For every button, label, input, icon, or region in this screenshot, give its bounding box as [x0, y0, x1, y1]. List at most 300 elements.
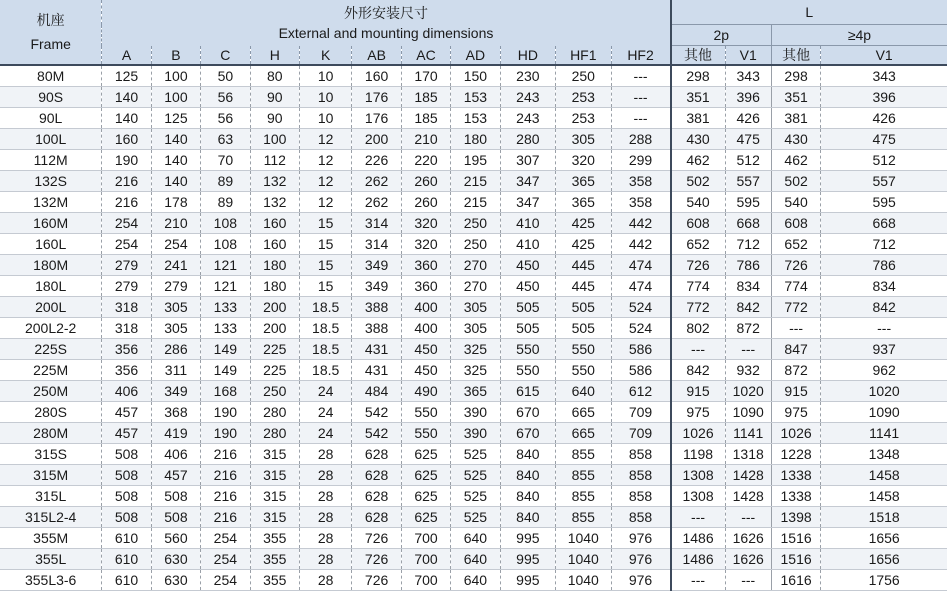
table-cell: 253	[556, 108, 611, 129]
table-cell: 502	[671, 171, 725, 192]
table-cell: 840	[500, 465, 555, 486]
table-cell: 15	[299, 255, 351, 276]
table-cell: 28	[299, 528, 351, 549]
table-cell: 347	[500, 171, 555, 192]
frame-cell: 80M	[0, 65, 102, 87]
table-cell: 586	[611, 339, 671, 360]
table-cell: 1198	[671, 444, 725, 465]
table-cell: 12	[299, 192, 351, 213]
table-cell: 349	[151, 381, 200, 402]
table-cell: 279	[102, 276, 151, 297]
table-cell: 250	[451, 213, 500, 234]
table-cell: 858	[611, 444, 671, 465]
table-cell: 670	[500, 402, 555, 423]
table-cell: 63	[201, 129, 250, 150]
table-row	[0, 423, 947, 444]
table-cell: 298	[671, 65, 725, 87]
table-row	[0, 507, 947, 528]
table-cell: 195	[451, 150, 500, 171]
table-cell: 1486	[671, 528, 725, 549]
table-cell: 100	[151, 65, 200, 87]
table-cell: 12	[299, 150, 351, 171]
table-cell: 365	[556, 171, 611, 192]
table-cell: 709	[611, 402, 671, 423]
table-cell: 640	[451, 528, 500, 549]
table-cell: 90	[250, 87, 299, 108]
table-cell: 314	[352, 234, 401, 255]
table-cell: 24	[299, 381, 351, 402]
table-cell: 431	[352, 360, 401, 381]
table-cell: 260	[401, 192, 450, 213]
table-cell: 286	[151, 339, 200, 360]
table-cell: 89	[201, 171, 250, 192]
table-row	[0, 381, 947, 402]
table-cell: ---	[611, 108, 671, 129]
frame-cell: 315S	[0, 444, 102, 465]
table-cell: 976	[611, 570, 671, 591]
table-cell: ---	[671, 339, 725, 360]
table-cell: 160	[102, 129, 151, 150]
table-cell: 1228	[771, 444, 820, 465]
table-cell: 1656	[821, 549, 947, 570]
table-cell: 140	[102, 87, 151, 108]
table-row	[0, 465, 947, 486]
table-cell: 1141	[725, 423, 771, 444]
table-cell: 10	[299, 87, 351, 108]
table-cell: 358	[611, 192, 671, 213]
table-cell: 490	[401, 381, 450, 402]
table-cell: 1616	[771, 570, 820, 591]
table-cell: 962	[821, 360, 947, 381]
table-cell: 396	[821, 87, 947, 108]
table-cell: 356	[102, 339, 151, 360]
table-cell: 640	[451, 549, 500, 570]
frame-header-en: Frame	[30, 36, 71, 52]
table-cell: 726	[352, 528, 401, 549]
table-cell: 254	[102, 234, 151, 255]
table-cell: 450	[401, 360, 450, 381]
table-cell: 305	[151, 297, 200, 318]
table-cell: 343	[821, 65, 947, 87]
table-cell: 160	[250, 234, 299, 255]
table-cell: 842	[821, 297, 947, 318]
frame-cell: 100L	[0, 129, 102, 150]
table-cell: 18.5	[299, 339, 351, 360]
table-cell: 288	[611, 129, 671, 150]
table-cell: 28	[299, 465, 351, 486]
table-cell: 216	[102, 171, 151, 192]
table-cell: 133	[201, 318, 250, 339]
frame-cell: 180L	[0, 276, 102, 297]
col-header-ab: AB	[352, 46, 401, 66]
table-row	[0, 192, 947, 213]
table-cell: 360	[401, 255, 450, 276]
table-cell: 24	[299, 423, 351, 444]
table-cell: 668	[725, 213, 771, 234]
table-row	[0, 255, 947, 276]
table-cell: 121	[201, 276, 250, 297]
table-cell: 610	[102, 528, 151, 549]
table-cell: 299	[611, 150, 671, 171]
table-cell: 210	[401, 129, 450, 150]
table-cell: 842	[725, 297, 771, 318]
external-dimensions-en: External and mounting dimensions	[278, 24, 494, 41]
table-cell: 610	[102, 549, 151, 570]
frame-cell: 90S	[0, 87, 102, 108]
table-cell: 628	[352, 486, 401, 507]
table-row	[0, 129, 947, 150]
frame-cell: 225S	[0, 339, 102, 360]
table-cell: 508	[102, 486, 151, 507]
table-cell: 975	[771, 402, 820, 423]
table-cell: 430	[671, 129, 725, 150]
table-row	[0, 402, 947, 423]
table-cell: 355	[250, 570, 299, 591]
table-cell: 254	[151, 234, 200, 255]
table-cell: 305	[451, 318, 500, 339]
table-cell: 1338	[771, 465, 820, 486]
table-cell: 260	[401, 171, 450, 192]
table-cell: 445	[556, 255, 611, 276]
col-header-b: B	[151, 46, 200, 66]
col-header-hd: HD	[500, 46, 555, 66]
table-cell: 351	[771, 87, 820, 108]
table-cell: 168	[201, 381, 250, 402]
table-cell: 508	[151, 486, 200, 507]
table-cell: 1518	[821, 507, 947, 528]
table-cell: 280	[500, 129, 555, 150]
table-cell: 305	[151, 318, 200, 339]
col-header-ac: AC	[401, 46, 450, 66]
table-cell: 100	[151, 87, 200, 108]
table-cell: 307	[500, 150, 555, 171]
table-cell: 1338	[771, 486, 820, 507]
table-cell: 1141	[821, 423, 947, 444]
table-cell: 325	[451, 360, 500, 381]
table-cell: 612	[611, 381, 671, 402]
table-cell: 270	[451, 255, 500, 276]
table-cell: 457	[102, 402, 151, 423]
table-body	[0, 65, 947, 591]
table-cell: 185	[401, 108, 450, 129]
table-row	[0, 87, 947, 108]
frame-cell: 355L	[0, 549, 102, 570]
table-cell: 1486	[671, 549, 725, 570]
table-cell: 311	[151, 360, 200, 381]
table-cell: ---	[611, 65, 671, 87]
table-cell: 279	[151, 276, 200, 297]
table-cell: 89	[201, 192, 250, 213]
table-cell: 215	[451, 171, 500, 192]
table-cell: 524	[611, 318, 671, 339]
pole-4p-header: ≥4p	[771, 25, 947, 46]
table-cell: 149	[201, 339, 250, 360]
table-cell: 450	[500, 276, 555, 297]
table-cell: 462	[671, 150, 725, 171]
table-cell: 774	[671, 276, 725, 297]
col-header-2p-v1: V1	[725, 46, 771, 66]
table-cell: 365	[451, 381, 500, 402]
table-cell: 149	[201, 360, 250, 381]
table-cell: 615	[500, 381, 555, 402]
frame-cell: 132M	[0, 192, 102, 213]
table-cell: 388	[352, 297, 401, 318]
table-cell: 505	[500, 318, 555, 339]
table-cell: 457	[102, 423, 151, 444]
table-cell: 351	[671, 87, 725, 108]
table-cell: 18.5	[299, 297, 351, 318]
table-cell: 525	[451, 507, 500, 528]
table-cell: 840	[500, 507, 555, 528]
table-cell: 253	[556, 87, 611, 108]
table-cell: 176	[352, 87, 401, 108]
table-cell: 381	[671, 108, 725, 129]
table-cell: 220	[401, 150, 450, 171]
table-cell: 450	[500, 255, 555, 276]
table-cell: 430	[771, 129, 820, 150]
table-cell: 365	[556, 192, 611, 213]
frame-cell: 225M	[0, 360, 102, 381]
table-row	[0, 276, 947, 297]
table-cell: 858	[611, 486, 671, 507]
table-cell: 560	[151, 528, 200, 549]
table-cell: 140	[151, 150, 200, 171]
table-cell: 975	[671, 402, 725, 423]
table-cell: 505	[556, 318, 611, 339]
table-cell: 484	[352, 381, 401, 402]
table-cell: 125	[102, 65, 151, 87]
col-header-h: H	[250, 46, 299, 66]
table-cell: 180	[250, 276, 299, 297]
table-cell: 216	[102, 192, 151, 213]
table-cell: 700	[401, 528, 450, 549]
table-cell: 540	[671, 192, 725, 213]
table-cell: 1026	[671, 423, 725, 444]
table-row	[0, 234, 947, 255]
frame-cell: 315M	[0, 465, 102, 486]
table-cell: 525	[451, 486, 500, 507]
table-cell: 262	[352, 192, 401, 213]
table-cell: 190	[201, 423, 250, 444]
table-cell: 610	[102, 570, 151, 591]
table-cell: 349	[352, 276, 401, 297]
table-cell: 1458	[821, 465, 947, 486]
table-cell: 450	[401, 339, 450, 360]
table-cell: 462	[771, 150, 820, 171]
table-cell: 133	[201, 297, 250, 318]
table-cell: 726	[671, 255, 725, 276]
table-cell: 318	[102, 297, 151, 318]
table-cell: 425	[556, 234, 611, 255]
table-cell: 872	[725, 318, 771, 339]
table-cell: 1348	[821, 444, 947, 465]
table-cell: 1318	[725, 444, 771, 465]
table-row	[0, 339, 947, 360]
table-cell: 108	[201, 234, 250, 255]
table-cell: 132	[250, 171, 299, 192]
table-cell: 190	[201, 402, 250, 423]
table-cell: 1516	[771, 528, 820, 549]
table-cell: 524	[611, 297, 671, 318]
table-cell: 343	[725, 65, 771, 87]
table-cell: 937	[821, 339, 947, 360]
table-cell: 709	[611, 423, 671, 444]
table-cell: 431	[352, 339, 401, 360]
table-cell: 442	[611, 213, 671, 234]
table-cell: 502	[771, 171, 820, 192]
frame-cell: 160M	[0, 213, 102, 234]
external-dimensions-cn: 外形安装尺寸	[343, 4, 428, 21]
table-cell: 1026	[771, 423, 820, 444]
table-cell: 1656	[821, 528, 947, 549]
length-header: L	[671, 0, 947, 25]
table-cell: 840	[500, 444, 555, 465]
table-cell: 1020	[725, 381, 771, 402]
table-cell: 176	[352, 108, 401, 129]
table-cell: 356	[102, 360, 151, 381]
table-cell: 254	[201, 528, 250, 549]
table-cell: 625	[401, 486, 450, 507]
table-cell: 557	[725, 171, 771, 192]
table-cell: ---	[725, 339, 771, 360]
table-cell: 140	[151, 171, 200, 192]
table-row	[0, 360, 947, 381]
col-header-4p-other: 其他	[771, 46, 820, 66]
table-cell: 1308	[671, 465, 725, 486]
frame-cell: 180M	[0, 255, 102, 276]
table-cell: 840	[500, 486, 555, 507]
table-cell: 390	[451, 423, 500, 444]
table-cell: 15	[299, 213, 351, 234]
table-cell: 630	[151, 549, 200, 570]
table-cell: 28	[299, 549, 351, 570]
table-cell: 254	[201, 570, 250, 591]
table-cell: 855	[556, 444, 611, 465]
table-cell: 225	[250, 360, 299, 381]
table-cell: 915	[771, 381, 820, 402]
table-cell: 550	[556, 360, 611, 381]
table-cell: 855	[556, 465, 611, 486]
table-cell: 542	[352, 423, 401, 444]
pole-2p-header: 2p	[671, 25, 772, 46]
table-cell: 625	[401, 444, 450, 465]
col-header-hf2: HF2	[611, 46, 671, 66]
table-cell: 112	[250, 150, 299, 171]
table-cell: 390	[451, 402, 500, 423]
table-cell: 834	[725, 276, 771, 297]
table-cell: 170	[401, 65, 450, 87]
table-cell: 50	[201, 65, 250, 87]
table-cell: 855	[556, 507, 611, 528]
table-cell: 995	[500, 528, 555, 549]
table-cell: 358	[611, 171, 671, 192]
table-cell: 712	[725, 234, 771, 255]
table-cell: 475	[725, 129, 771, 150]
table-cell: 320	[401, 213, 450, 234]
table-cell: 185	[401, 87, 450, 108]
table-cell: 100	[250, 129, 299, 150]
col-header-ad: AD	[451, 46, 500, 66]
frame-cell: 112M	[0, 150, 102, 171]
table-cell: 550	[500, 360, 555, 381]
table-row	[0, 213, 947, 234]
table-cell: 508	[102, 465, 151, 486]
table-cell: ---	[671, 570, 725, 591]
table-row	[0, 549, 947, 570]
table-cell: 216	[201, 486, 250, 507]
table-cell: 665	[556, 402, 611, 423]
table-cell: 1090	[725, 402, 771, 423]
table-cell: 772	[771, 297, 820, 318]
table-cell: 726	[771, 255, 820, 276]
table-cell: 230	[500, 65, 555, 87]
table-row	[0, 171, 947, 192]
table-cell: 457	[151, 465, 200, 486]
table-cell: 508	[151, 507, 200, 528]
table-cell: 325	[451, 339, 500, 360]
table-cell: 280	[250, 423, 299, 444]
table-cell: 1040	[556, 570, 611, 591]
table-cell: 1458	[821, 486, 947, 507]
table-cell: 625	[401, 507, 450, 528]
table-cell: 474	[611, 276, 671, 297]
table-row	[0, 486, 947, 507]
table-cell: 550	[500, 339, 555, 360]
col-header-c: C	[201, 46, 250, 66]
table-cell: 525	[451, 444, 500, 465]
table-cell: 426	[821, 108, 947, 129]
table-cell: 700	[401, 549, 450, 570]
table-cell: 872	[771, 360, 820, 381]
table-cell: 140	[151, 129, 200, 150]
table-cell: 150	[451, 65, 500, 87]
table-cell: 355	[250, 549, 299, 570]
table-cell: 410	[500, 213, 555, 234]
table-cell: 1308	[671, 486, 725, 507]
table-cell: 243	[500, 108, 555, 129]
table-cell: 298	[771, 65, 820, 87]
table-cell: 426	[725, 108, 771, 129]
table-cell: 125	[151, 108, 200, 129]
table-cell: ---	[821, 318, 947, 339]
col-header-4p-v1: V1	[821, 46, 947, 66]
table-cell: 976	[611, 528, 671, 549]
table-cell: 270	[451, 276, 500, 297]
table-cell: 70	[201, 150, 250, 171]
table-cell: 153	[451, 108, 500, 129]
table-cell: ---	[671, 507, 725, 528]
table-cell: 628	[352, 507, 401, 528]
table-cell: 368	[151, 402, 200, 423]
table-cell: 241	[151, 255, 200, 276]
table-cell: 1428	[725, 465, 771, 486]
col-header-k: K	[299, 46, 351, 66]
table-cell: 915	[671, 381, 725, 402]
table-cell: 712	[821, 234, 947, 255]
table-cell: 318	[102, 318, 151, 339]
table-cell: 512	[725, 150, 771, 171]
table-cell: 226	[352, 150, 401, 171]
table-cell: 625	[401, 465, 450, 486]
frame-cell: 355L3-6	[0, 570, 102, 591]
table-cell: 121	[201, 255, 250, 276]
table-cell: 10	[299, 65, 351, 87]
table-cell: 425	[556, 213, 611, 234]
table-cell: 995	[500, 549, 555, 570]
table-cell: 80	[250, 65, 299, 87]
table-cell: 215	[451, 192, 500, 213]
table-cell: 180	[250, 255, 299, 276]
